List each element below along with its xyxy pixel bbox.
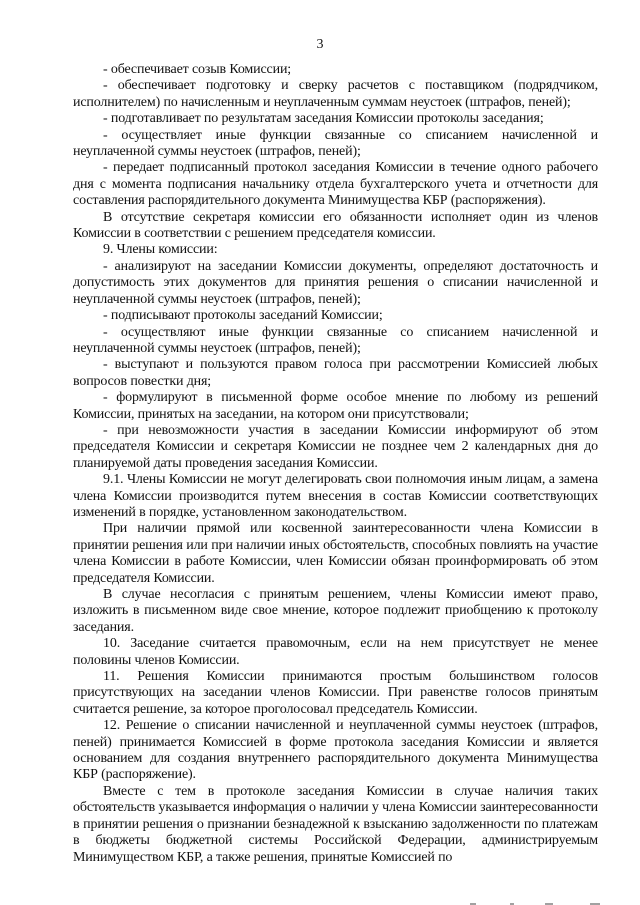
paragraph-member-notify: - при невозможности участия в заседании Комиссии информируют об этом председателя Комиссии и секретаря Комиссии не позднее чем 2 календарных дня до планируемой даты проведения заседания Комиссии. [73, 422, 598, 471]
paragraph-disagreement: В случае несогласия с принятым решением, члены Комиссии имеют право, изложить в письменном виде свое мнение, которое подлежит приобщению к протоколу заседания. [73, 587, 598, 635]
paragraph-duty-protocols: - подготавливает по результатам заседания Комиссии протоколы заседания; [103, 111, 544, 127]
paragraph-duty-convene: - обеспечивает созыв Комиссии; [103, 62, 292, 77]
paragraph-10-quorum: 10. Заседание считается правомочным, если на нем присутствует не менее половины членов Комиссии. [73, 636, 598, 668]
paragraph-9-1: 9.1. Члены Комиссии не могут делегировать свои полномочия иным лицам, а замена члена Комиссии производится путем внесения в состав Комиссии соответствующих изменений в порядке, установленном законодательством. [73, 472, 598, 520]
paragraph-duty-reconcile: - обеспечивает подготовку и сверку расчетов с поставщиком (подрядчиком, исполнителем) по начисленным и неуплаченным суммам неустоек (штрафов, пеней); [73, 78, 598, 110]
paragraph-member-sign: - подписывают протоколы заседаний Комиссии; [103, 308, 383, 324]
paragraph-duty-transfer-protocol: - передает подписанный протокол заседания Комиссии в течение одного рабочего дня с момента подписания начальнику отдела бухгалтерского учета и отчетности для составления распорядительного документа Минимущества КБР (распоряжения). [73, 160, 598, 209]
page-number: 3 [316, 37, 324, 52]
paragraph-member-opinion: - формулируют в письменной форме особое мнение по любому из решений Комиссии, принятых на заседании, на котором они присутствовали; [73, 390, 598, 422]
paragraph-12-writeoff-decision: 12. Решение о списании начисленной и неуплаченной суммы неустоек (штрафов, пеней) принимается Комиссией в форме протокола заседания Комиссии и является основанием для создания внутреннего распорядительного документа Минимущества КБР (распоряжение). [73, 718, 598, 783]
section-heading-members: 9. Члены комиссии: [103, 242, 218, 258]
paragraph-11-decisions: 11. Решения Комиссии принимаются простым большинством голосов присутствующих на заседании членов Комиссии. При равенстве голосов принятым считается решение, за которое проголосовал председатель Комиссии. [73, 669, 598, 717]
paragraph-member-analyze: - анализируют на заседании Комиссии документы, определяют достаточность и допустимость этих документов для принятия решения о списании начисленной и неуплаченной суммы неустоек (штрафов, пеней); [73, 258, 598, 307]
paragraph-conflict-of-interest: При наличии прямой или косвенной заинтересованности члена Комиссии в принятии решения или при наличии иных обстоятельств, способных повлиять на участие члена Комиссии в работе Комиссии, член Комиссии обязан проинформировать об этом председателя Комиссии. [73, 521, 598, 586]
document-body [73, 62, 598, 866]
paragraph-duty-other-functions: - осуществляет иные функции связанные со списанием начисленной и неуплаченной суммы неустоек (штрафов, пеней); [73, 127, 598, 160]
paragraph-protocol-circumstances: Вместе с тем в протоколе заседания Комиссии в случае наличия таких обстоятельств указывается информация о наличии у члена Комиссии заинтересованности в принятии решения о признании безнадежной к взысканию задолженности по платежам в бюджеты бюджетной системы Российской Федерации, администрируемым Минимуществом КБР, а также решения, принятые Комиссией по [73, 783, 598, 865]
paragraph-member-vote: - выступают и пользуются правом голоса при рассмотрении Комиссией любых вопросов повестки дня; [73, 357, 598, 389]
paragraph-member-other-functions: - осуществляют иные функции связанные со списанием начисленной и неуплаченной суммы неустоек (штрафов, пеней); [73, 324, 598, 356]
paragraph-secretary-absence: В отсутствие секретаря комиссии его обязанности исполняет один из членов Комиссии в соответствии с решением председателя комиссии. [73, 209, 598, 242]
